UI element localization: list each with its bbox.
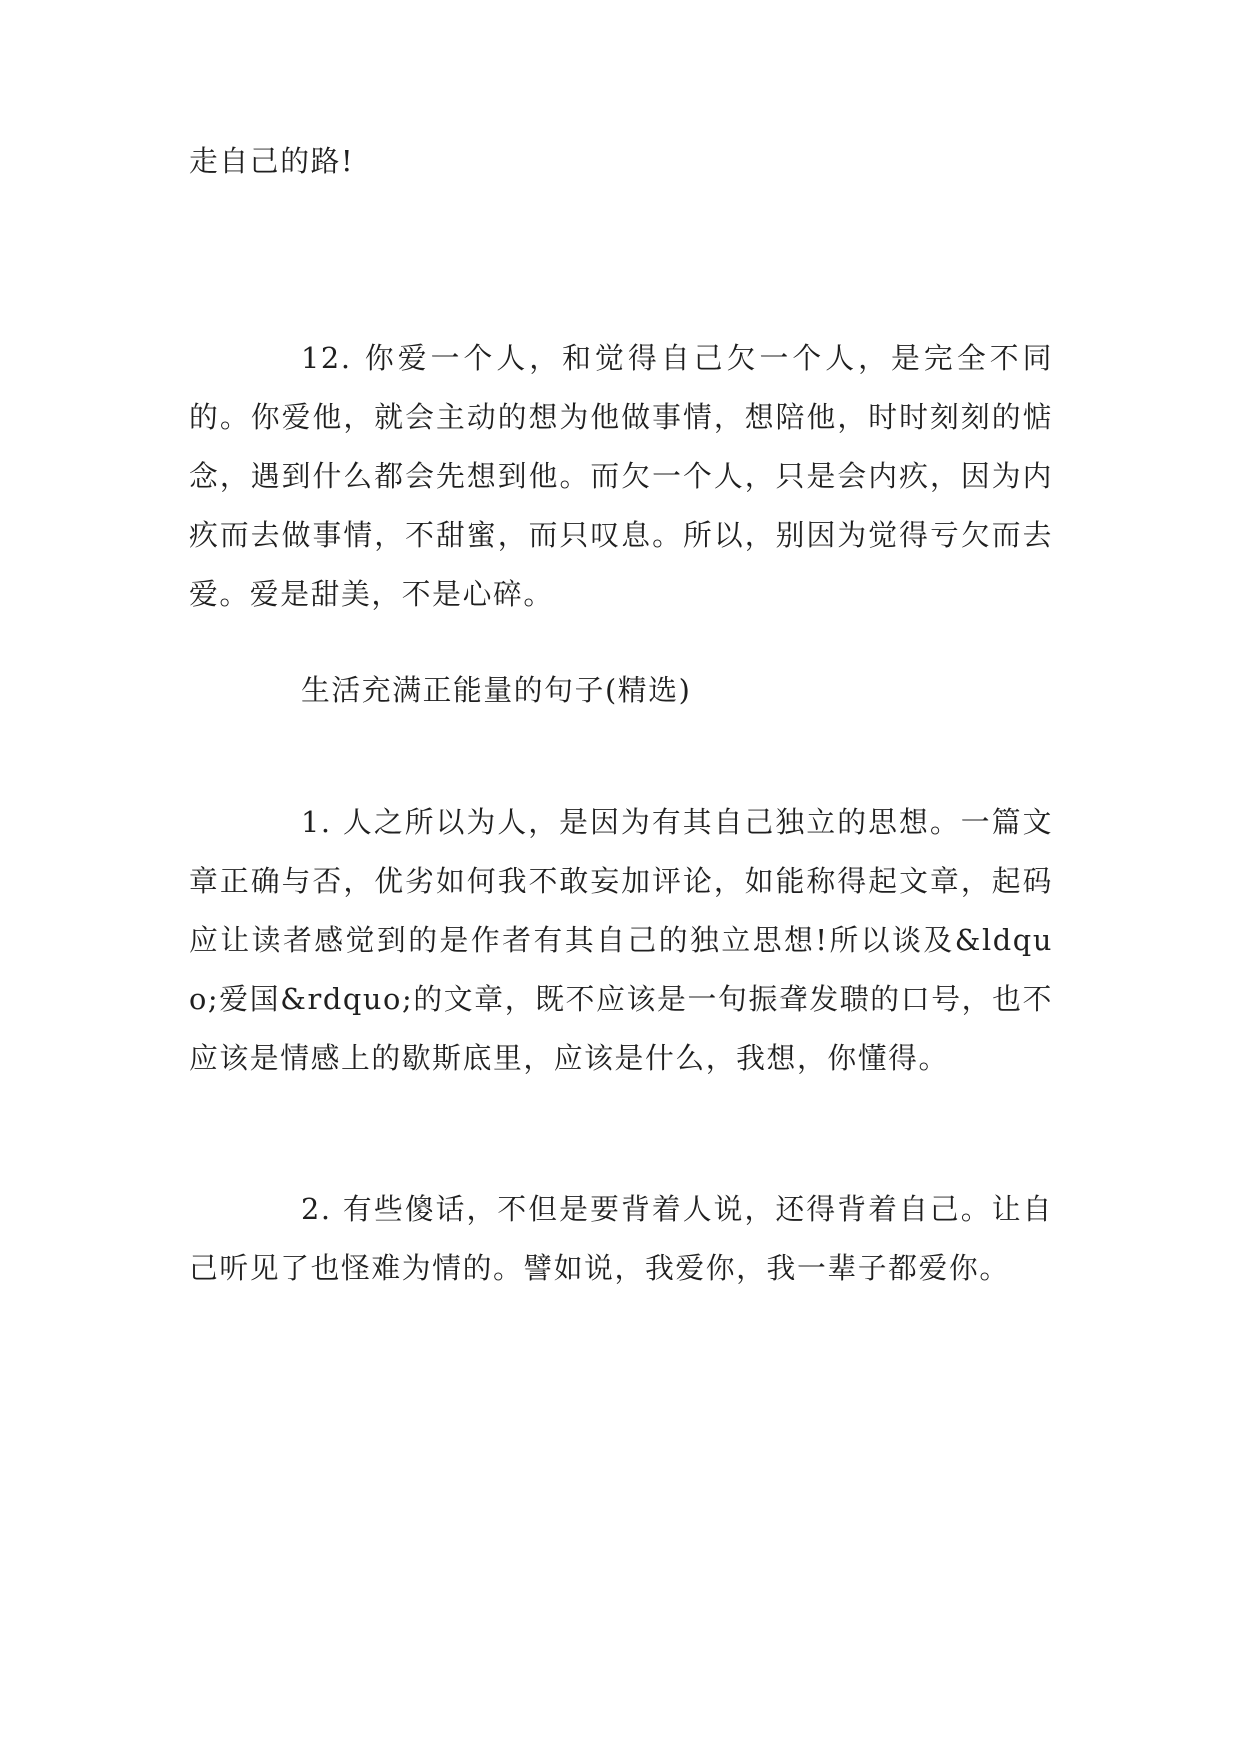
paragraph-item-12: 12. 你爱一个人，和觉得自己欠一个人，是完全不同的。你爱他，就会主动的想为他做事情，想陪他，时时刻刻的惦念，遇到什么都会先想到他。而欠一个人，只是会内疚，因为内疚而去做事情，不甜蜜，而只叹息。所以，别因为觉得亏欠而去爱。爱是甜美，不是心碎。 (189, 341, 1053, 611)
paragraph-closing-line: 走自己的路! (189, 144, 355, 178)
paragraph-item-2: 2. 有些傻话，不但是要背着人说，还得背着自己。让自己听见了也怪难为情的。譬如说，我爱你，我一辈子都爱你。 (189, 1192, 1053, 1285)
section-heading: 生活充满正能量的句子(精选) (301, 673, 692, 707)
paragraph-item-1: 1. 人之所以为人，是因为有其自己独立的思想。一篇文章正确与否，优劣如何我不敢妄加评论，如能称得起文章，起码应让读者感觉到的是作者有其自己的独立思想!所以谈及&ldquo;爱国&rdquo;的文章，既不应该是一句振聋发聩的口号，也不应该是情感上的歇斯底里，应该是什么，我想，你懂得。 (189, 805, 1053, 1075)
